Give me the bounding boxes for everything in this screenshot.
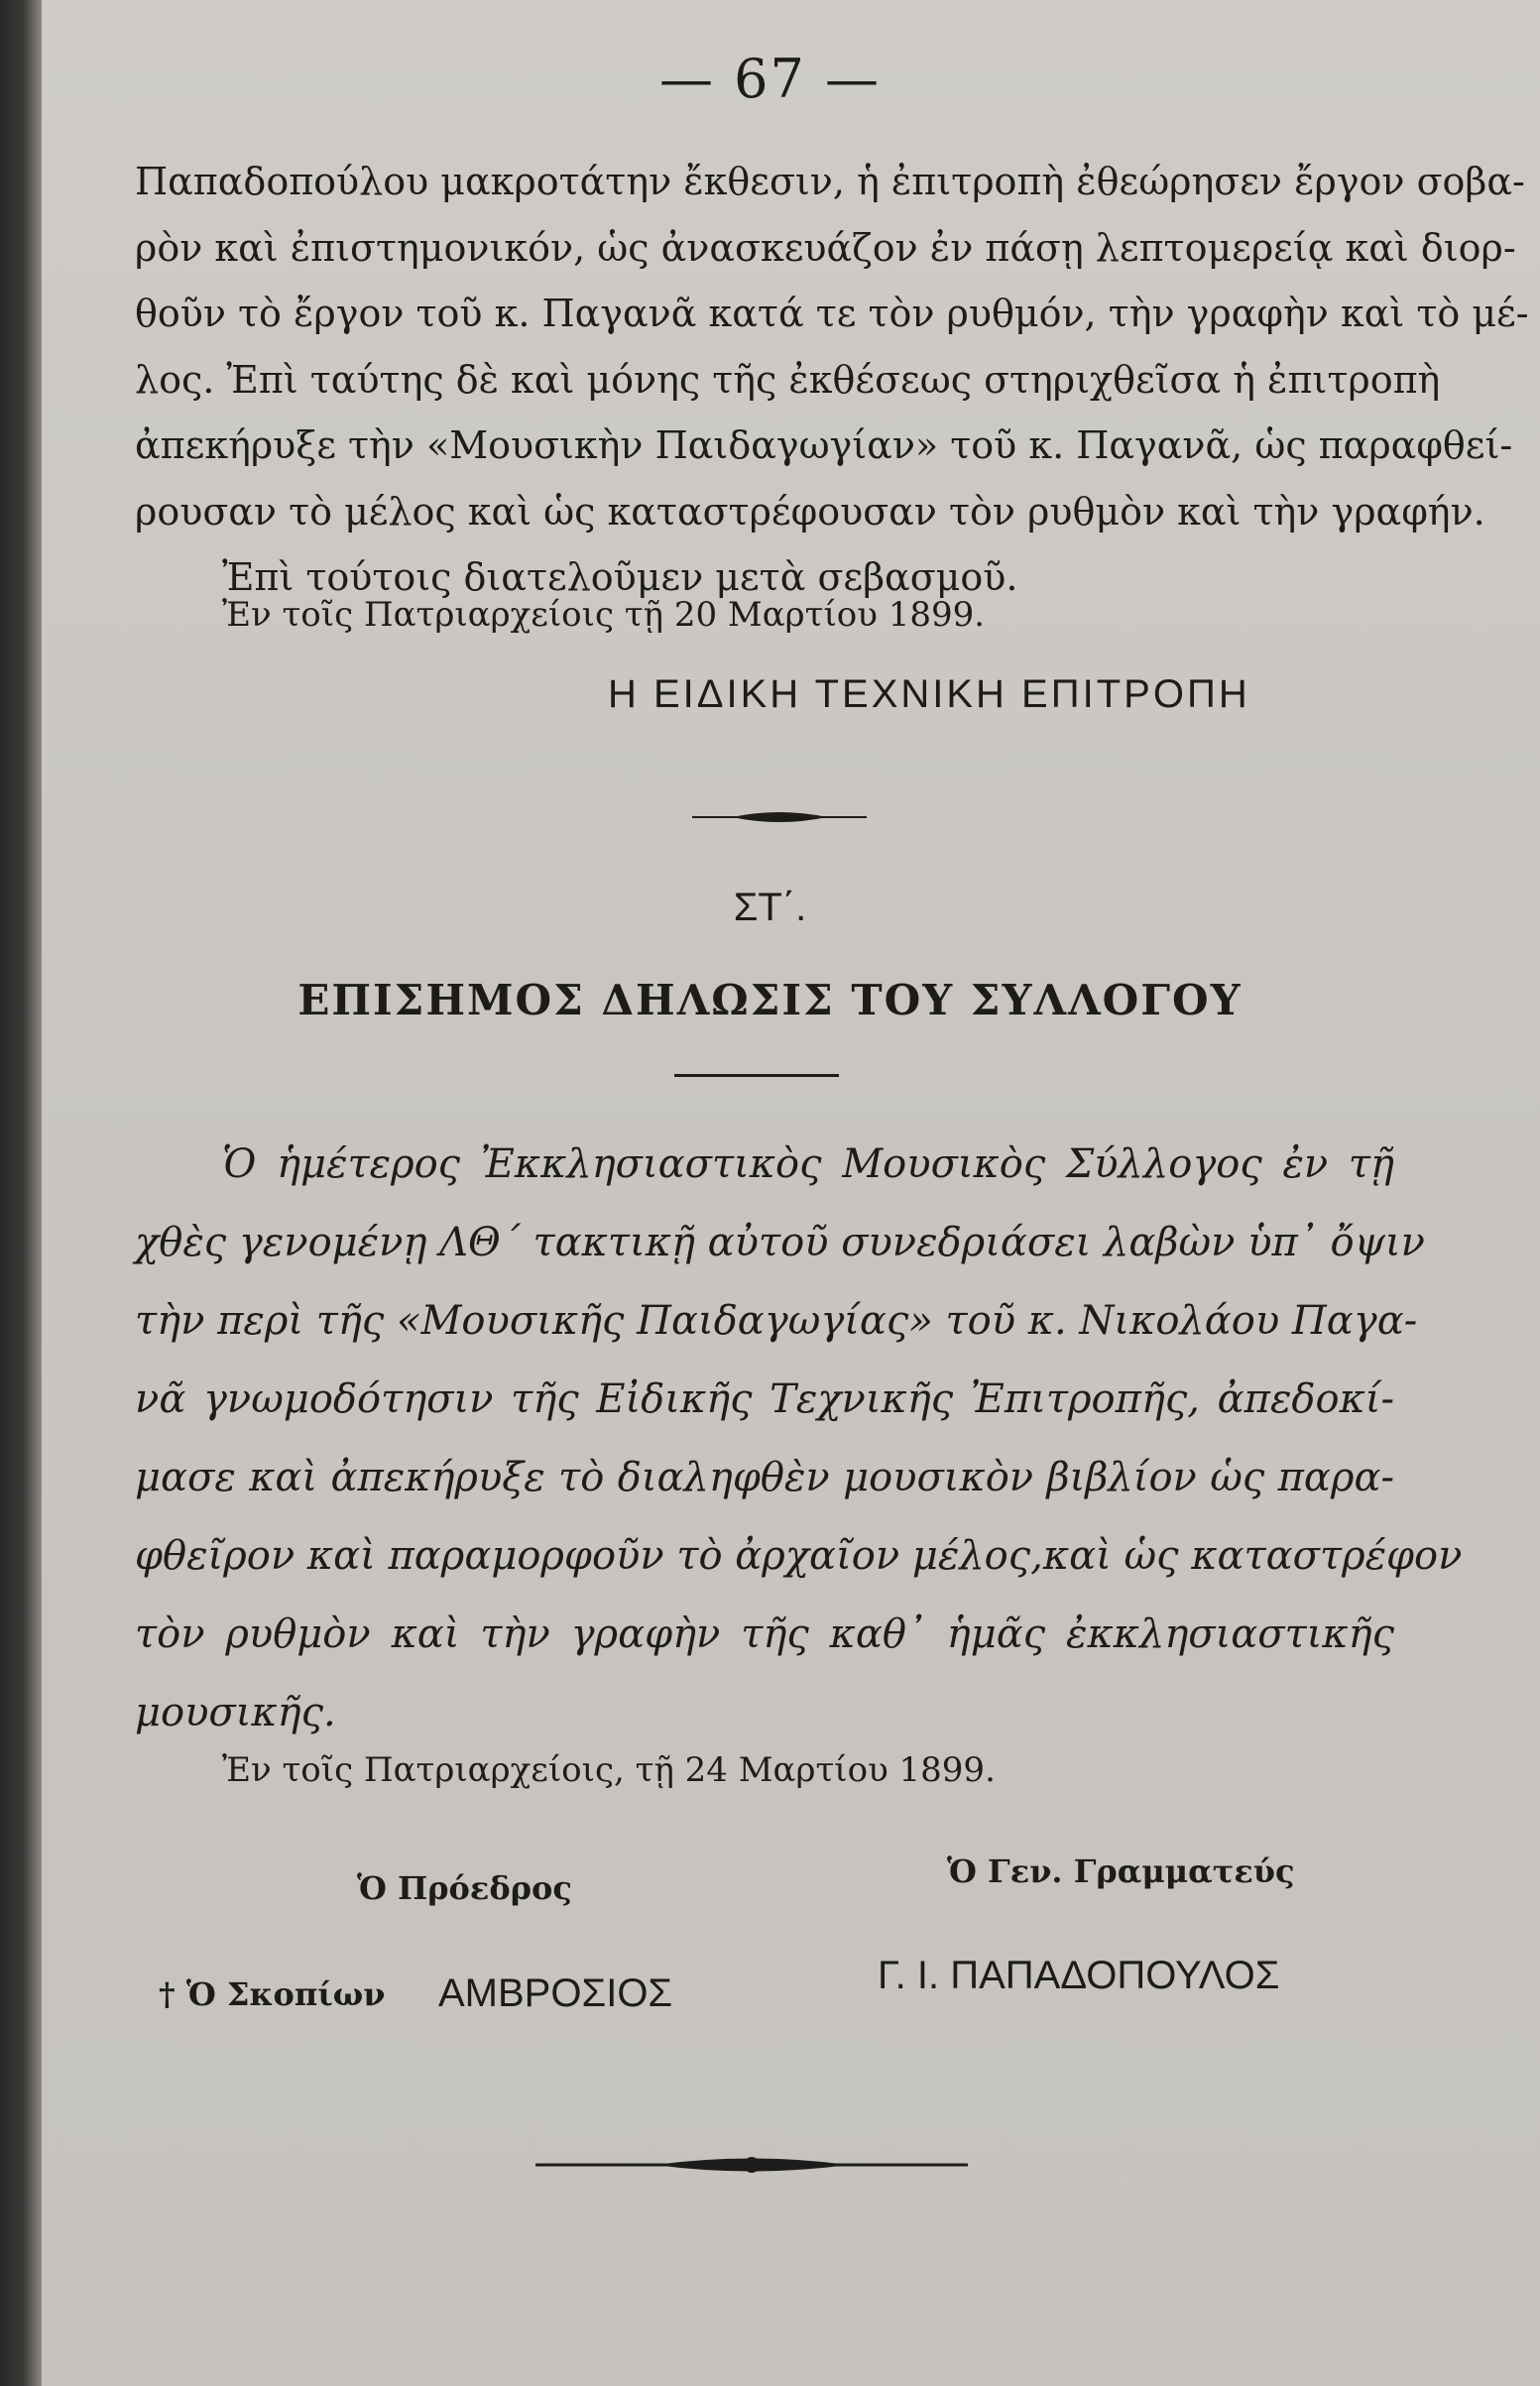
text-line: λος. Ἐπὶ ταύτης δὲ καὶ μόνης τῆς ἐκθέσεως στηριχθεῖσα ἡ ἐπιτροπὴ: [135, 357, 1441, 402]
end-ornament: [535, 2154, 968, 2176]
title-underline: [674, 1074, 839, 1077]
page-number: — 67 —: [658, 48, 882, 110]
text-line: τὸν ρυθμὸν καὶ τὴν γραφὴν τῆς καθ᾿ ἡμᾶς ἐκκλησιαστικῆς: [135, 1611, 1394, 1657]
text-line: ἀπεκήρυξε τὴν «Μουσικὴν Παιδαγωγίαν» τοῦ κ. Παγανᾶ, ὡς παραφθεί-: [135, 423, 1513, 467]
text-line: νᾶ γνωμοδότησιν τῆς Εἰδικῆς Τεχνικῆς Ἐπιτροπῆς, ἀπεδοκί-: [135, 1376, 1394, 1422]
closing-line: Ἐπὶ τούτοις διατελοῦμεν μετὰ σεβασμοῦ.: [222, 555, 1018, 599]
text-line: Παπαδοπούλου μακροτάτην ἔκθεσιν, ἡ ἐπιτροπὴ ἐθεώρησεν ἔργον σοβα-: [135, 160, 1525, 203]
report-date: Ἐν τοῖς Πατριαρχείοις τῇ 20 Μαρτίου 1899.: [222, 595, 986, 635]
divider-ornament: [692, 808, 867, 826]
section-title: ΕΠΙΣΗΜΟΣ ΔΗΛΩΣΙΣ ΤΟΥ ΣΥΛΛΟΓΟΥ: [297, 976, 1243, 1024]
book-spine-shadow: [0, 0, 42, 2386]
secretary-name: Γ. Ι. ΠΑΠΑΔΟΠΟΥΛΟΣ: [878, 1954, 1280, 1997]
text-line: χθὲς γενομένῃ ΛΘ΄ τακτικῇ αὐτοῦ συνεδριάσει λαβὼν ὑπ᾿ ὄψιν: [135, 1220, 1425, 1265]
section-label: ΣΤ΄.: [733, 886, 807, 929]
text-line: Ὁ ἡμέτερος Ἐκκλησιαστικὸς Μουσικὸς Σύλλογος ἐν τῇ: [222, 1141, 1394, 1187]
text-line: ρὸν καὶ ἐπιστημονικόν, ὡς ἀνασκευάζον ἐν πάσῃ λεπτομερείᾳ καὶ διορ-: [135, 225, 1516, 270]
text-line: θοῦν τὸ ἔργον τοῦ κ. Παγανᾶ κατά τε τὸν ρυθμόν, τὴν γραφὴν καὶ τὸ μέ-: [135, 292, 1529, 335]
secretary-role: Ὁ Γεν. Γραμματεύς: [947, 1852, 1295, 1890]
president-name-prefix: † Ὁ Σκοπίων: [159, 1975, 386, 2013]
president-role: Ὁ Πρόεδρος: [357, 1869, 572, 1907]
declaration-paragraph: [135, 1126, 1463, 1752]
declaration-date: Ἐν τοῖς Πατριαρχείοις, τῇ 24 Μαρτίου 1899.: [222, 1750, 996, 1790]
text-line: ρουσαν τὸ μέλος καὶ ὡς καταστρέφουσαν τὸν ρυθμὸν καὶ τὴν γραφήν.: [135, 489, 1485, 534]
report-paragraph: [135, 149, 1529, 611]
text-line: φθεῖρον καὶ παραμορφοῦν τὸ ἀρχαῖον μέλος,καὶ ὡς καταστρέφον: [135, 1533, 1463, 1579]
text-line: μουσικῆς.: [135, 1690, 336, 1735]
president-name: ΑΜΒΡΟΣΙΟΣ: [438, 1971, 673, 2015]
committee-signature: Η ΕΙΔΙΚΗ ΤΕΧΝΙΚΗ ΕΠΙΤΡΟΠΗ: [608, 672, 1250, 716]
text-line: τὴν περὶ τῆς «Μουσικῆς Παιδαγωγίας» τοῦ κ. Νικολάου Παγα-: [135, 1298, 1418, 1344]
text-line: μασε καὶ ἀπεκήρυξε τὸ διαληφθὲν μουσικὸν βιβλίον ὡς παρα-: [135, 1455, 1394, 1500]
